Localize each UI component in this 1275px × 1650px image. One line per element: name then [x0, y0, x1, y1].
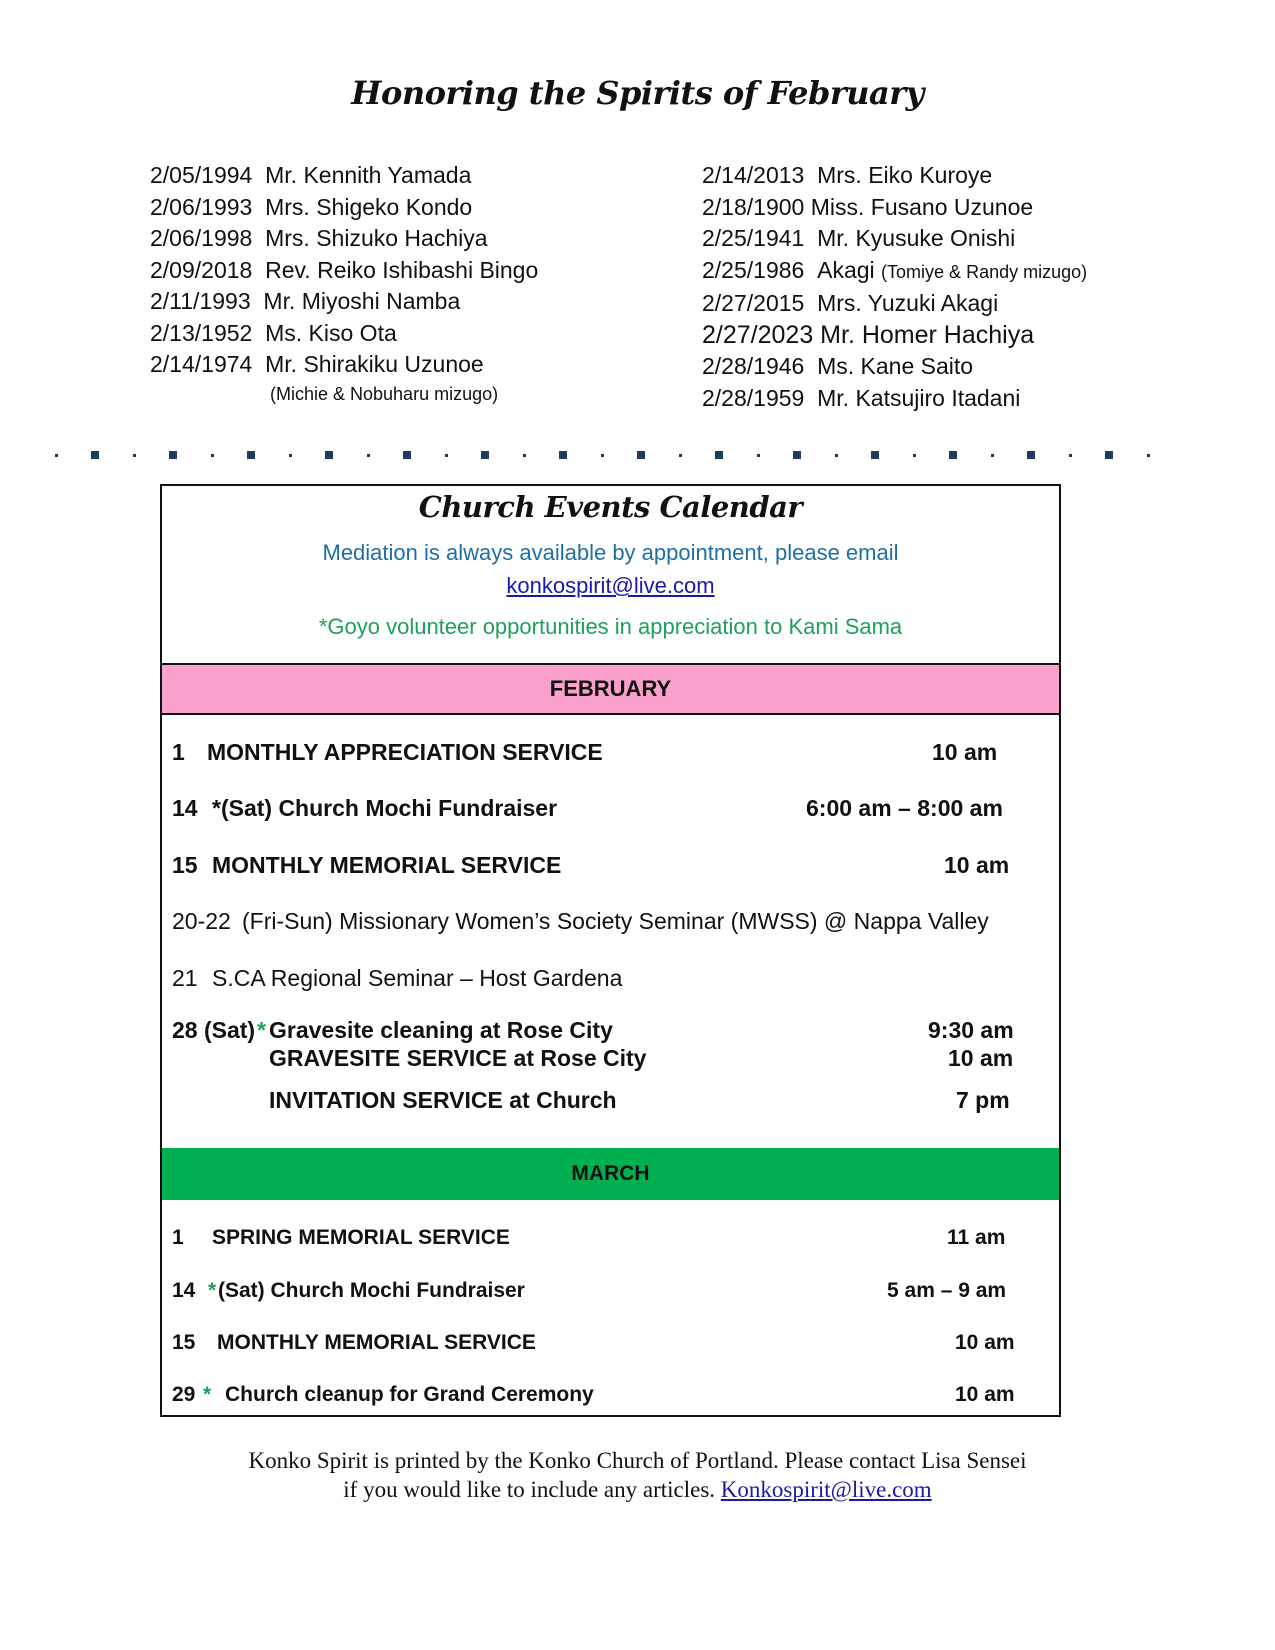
spirit-row — [702, 288, 1087, 320]
calendar-title: Church Events Calendar — [418, 490, 803, 524]
event-row — [172, 795, 1049, 825]
event-row — [172, 1331, 1049, 1361]
spirit-name: Mrs. Yuzuki Akagi — [817, 290, 999, 316]
event-day: 14 — [172, 1279, 196, 1302]
event-text: Gravesite cleaning at Rose City — [269, 1017, 613, 1043]
spirit-date: 2/11/1993 — [150, 288, 251, 314]
spirit-date: 2/13/1952 — [150, 319, 253, 346]
divider-dot — [949, 451, 957, 459]
spirit-row — [150, 223, 538, 255]
divider-dot — [325, 451, 333, 459]
spirit-name: Mr. Shirakiku Uzunoe — [265, 351, 484, 377]
goyo-star: * — [208, 1279, 217, 1302]
dotted-divider — [0, 448, 1275, 462]
divider-dot — [601, 454, 604, 457]
divider-dot — [289, 454, 292, 457]
event-text: GRAVESITE SERVICE at Rose City — [269, 1045, 647, 1071]
divider-dot — [991, 454, 994, 457]
spirit-date: 2/25/1986 — [702, 256, 805, 283]
event-day: 21 — [172, 965, 198, 991]
event-time: 6:00 am – 8:00 am — [806, 795, 1003, 821]
spirit-date: 2/27/2015 — [702, 290, 805, 316]
spirit-row — [702, 223, 1087, 255]
spirit-name: Mrs. Eiko Kuroye — [817, 162, 993, 188]
divider-dot — [403, 451, 411, 459]
footer-line-2 — [0, 1475, 1275, 1504]
spirit-name: Ms. Kane Saito — [817, 353, 974, 379]
divider-dot — [523, 454, 526, 457]
divider-dot — [1147, 454, 1150, 457]
divider-dot — [679, 454, 682, 457]
spirit-row — [702, 192, 1087, 224]
divider-dot — [913, 454, 916, 457]
event-row — [172, 908, 1049, 938]
spirit-name: Mrs. Shigeko Kondo — [265, 193, 473, 220]
divider-dot — [247, 451, 255, 459]
spirit-row — [702, 320, 1087, 352]
event-row — [172, 739, 1049, 769]
event-row — [172, 1087, 1049, 1117]
event-text: (Fri-Sun) Missionary Women’s Society Seminar (MWSS) @ Nappa Valley — [242, 908, 989, 934]
spirit-name: Rev. Reiko Ishibashi Bingo — [265, 256, 539, 283]
spirit-date: 2/27/2023 — [702, 320, 814, 349]
february-header: FEBRUARY — [162, 663, 1059, 715]
event-text: *(Sat) Church Mochi Fundraiser — [212, 795, 558, 821]
spirit-row — [150, 318, 538, 350]
event-text: MONTHLY MEMORIAL SERVICE — [212, 852, 562, 878]
goyo-star: * — [257, 1017, 266, 1043]
spirit-name: Mr. Homer Hachiya — [820, 320, 1035, 349]
event-time: 11 am — [947, 1226, 1006, 1249]
divider-dot — [1105, 451, 1113, 459]
church-events-calendar — [160, 484, 1061, 1417]
event-time: 10 am — [932, 739, 998, 765]
divider-dot — [1027, 451, 1035, 459]
event-text: Church cleanup for Grand Ceremony — [225, 1383, 594, 1406]
event-text: MONTHLY APPRECIATION SERVICE — [207, 739, 603, 765]
event-row — [172, 1017, 1049, 1047]
spirit-row — [702, 351, 1087, 383]
divider-dot — [55, 454, 58, 457]
event-text: (Sat) Church Mochi Fundraiser — [218, 1279, 525, 1302]
calendar-email-link[interactable]: konkospirit@live.com — [506, 573, 715, 598]
divider-dot — [133, 454, 136, 457]
goyo-star: * — [203, 1383, 212, 1406]
spirit-name: Mr. Kennith Yamada — [265, 162, 472, 188]
spirit-name: Miss. Fusano Uzunoe — [810, 193, 1034, 220]
spirit-name: Mr. Kyusuke Onishi — [817, 225, 1016, 251]
spirit-row — [150, 255, 538, 287]
event-row — [172, 1226, 1049, 1256]
divider-dot — [445, 454, 448, 457]
spirit-row — [702, 160, 1087, 192]
spirit-date: 2/09/2018 — [150, 256, 253, 283]
event-day: 1 — [172, 739, 185, 765]
event-time: 7 pm — [956, 1087, 1010, 1113]
event-time: 10 am — [944, 852, 1010, 878]
event-time: 5 am – 9 am — [887, 1279, 1007, 1302]
divider-dot — [1069, 454, 1072, 457]
event-text: INVITATION SERVICE at Church — [269, 1087, 617, 1113]
spirit-note: (Tomiye & Randy mizugo) — [881, 261, 1088, 282]
event-day: 14 — [172, 795, 198, 821]
spirit-date: 2/28/1946 — [702, 353, 805, 379]
footer — [0, 1446, 1275, 1504]
spirit-date: 2/14/1974 — [150, 351, 253, 377]
event-day: 28 (Sat) — [172, 1017, 256, 1043]
march-header: MARCH — [162, 1148, 1059, 1200]
spirit-date: 2/18/1900 — [702, 193, 805, 220]
event-day: 29 — [172, 1383, 196, 1406]
event-day: 20-22 — [172, 908, 231, 934]
spirit-name: Mr. Miyoshi Namba — [263, 288, 461, 314]
spirit-date: 2/05/1994 — [150, 162, 253, 188]
event-day: 15 — [172, 1331, 196, 1354]
spirit-row — [702, 255, 1087, 289]
divider-dot — [211, 454, 214, 457]
spirit-row — [150, 192, 538, 224]
divider-dot — [169, 451, 177, 459]
goyo-text: *Goyo volunteer opportunities in appreciation to Kami Sama — [318, 614, 903, 639]
mediation-text: Mediation is always available by appointment, please email — [322, 540, 899, 565]
spirit-name: Mrs. Shizuko Hachiya — [265, 225, 488, 251]
event-row — [172, 1383, 1049, 1413]
spirit-name: Akagi — [817, 256, 875, 283]
divider-dot — [91, 451, 99, 459]
event-day: 15 — [172, 852, 198, 878]
event-row — [172, 965, 1049, 995]
event-text: MONTHLY MEMORIAL SERVICE — [217, 1331, 536, 1354]
divider-dot — [715, 451, 723, 459]
event-time: 10 am — [948, 1045, 1014, 1071]
event-time: 10 am — [955, 1383, 1015, 1406]
footer-email-link[interactable]: Konkospirit@live.com — [720, 1477, 932, 1502]
divider-dot — [757, 454, 760, 457]
spirit-row — [150, 286, 538, 318]
spirit-date: 2/25/1941 — [702, 225, 805, 251]
spirit-date: 2/28/1959 — [702, 384, 805, 411]
event-time: 9:30 am — [928, 1017, 1014, 1043]
divider-dot — [637, 451, 645, 459]
divider-dot — [871, 451, 879, 459]
page-title: Honoring the Spirits of February — [351, 74, 924, 112]
event-day: 1 — [172, 1226, 184, 1249]
spirit-note: (Michie & Nobuharu mizugo) — [270, 383, 499, 404]
divider-dot — [835, 454, 838, 457]
spirit-name: Ms. Kiso Ota — [265, 319, 397, 346]
spirit-date: 2/06/1993 — [150, 193, 253, 220]
event-text: SPRING MEMORIAL SERVICE — [212, 1226, 510, 1249]
event-text: S.CA Regional Seminar – Host Gardena — [212, 965, 623, 991]
spirits-list-left — [150, 160, 538, 407]
divider-dot — [559, 451, 567, 459]
event-time: 10 am — [955, 1331, 1015, 1354]
footer-line-1: Konko Spirit is printed by the Konko Church of Portland. Please contact Lisa Sensei — [248, 1448, 1027, 1473]
divider-dot — [793, 451, 801, 459]
event-row — [172, 1045, 1049, 1075]
divider-dot — [367, 454, 370, 457]
spirit-row — [150, 349, 538, 381]
event-row — [172, 852, 1049, 882]
spirit-date: 2/06/1998 — [150, 225, 253, 251]
spirit-date: 2/14/2013 — [702, 162, 805, 188]
footer-line-2-text: if you would like to include any articles. — [343, 1477, 716, 1502]
divider-dot — [481, 451, 489, 459]
spirits-list-right — [702, 160, 1087, 414]
spirit-row — [150, 160, 538, 192]
calendar-info — [162, 536, 1059, 643]
spirit-name: Mr. Katsujiro Itadani — [817, 384, 1021, 411]
spirit-row — [702, 383, 1087, 415]
event-row — [172, 1279, 1049, 1309]
